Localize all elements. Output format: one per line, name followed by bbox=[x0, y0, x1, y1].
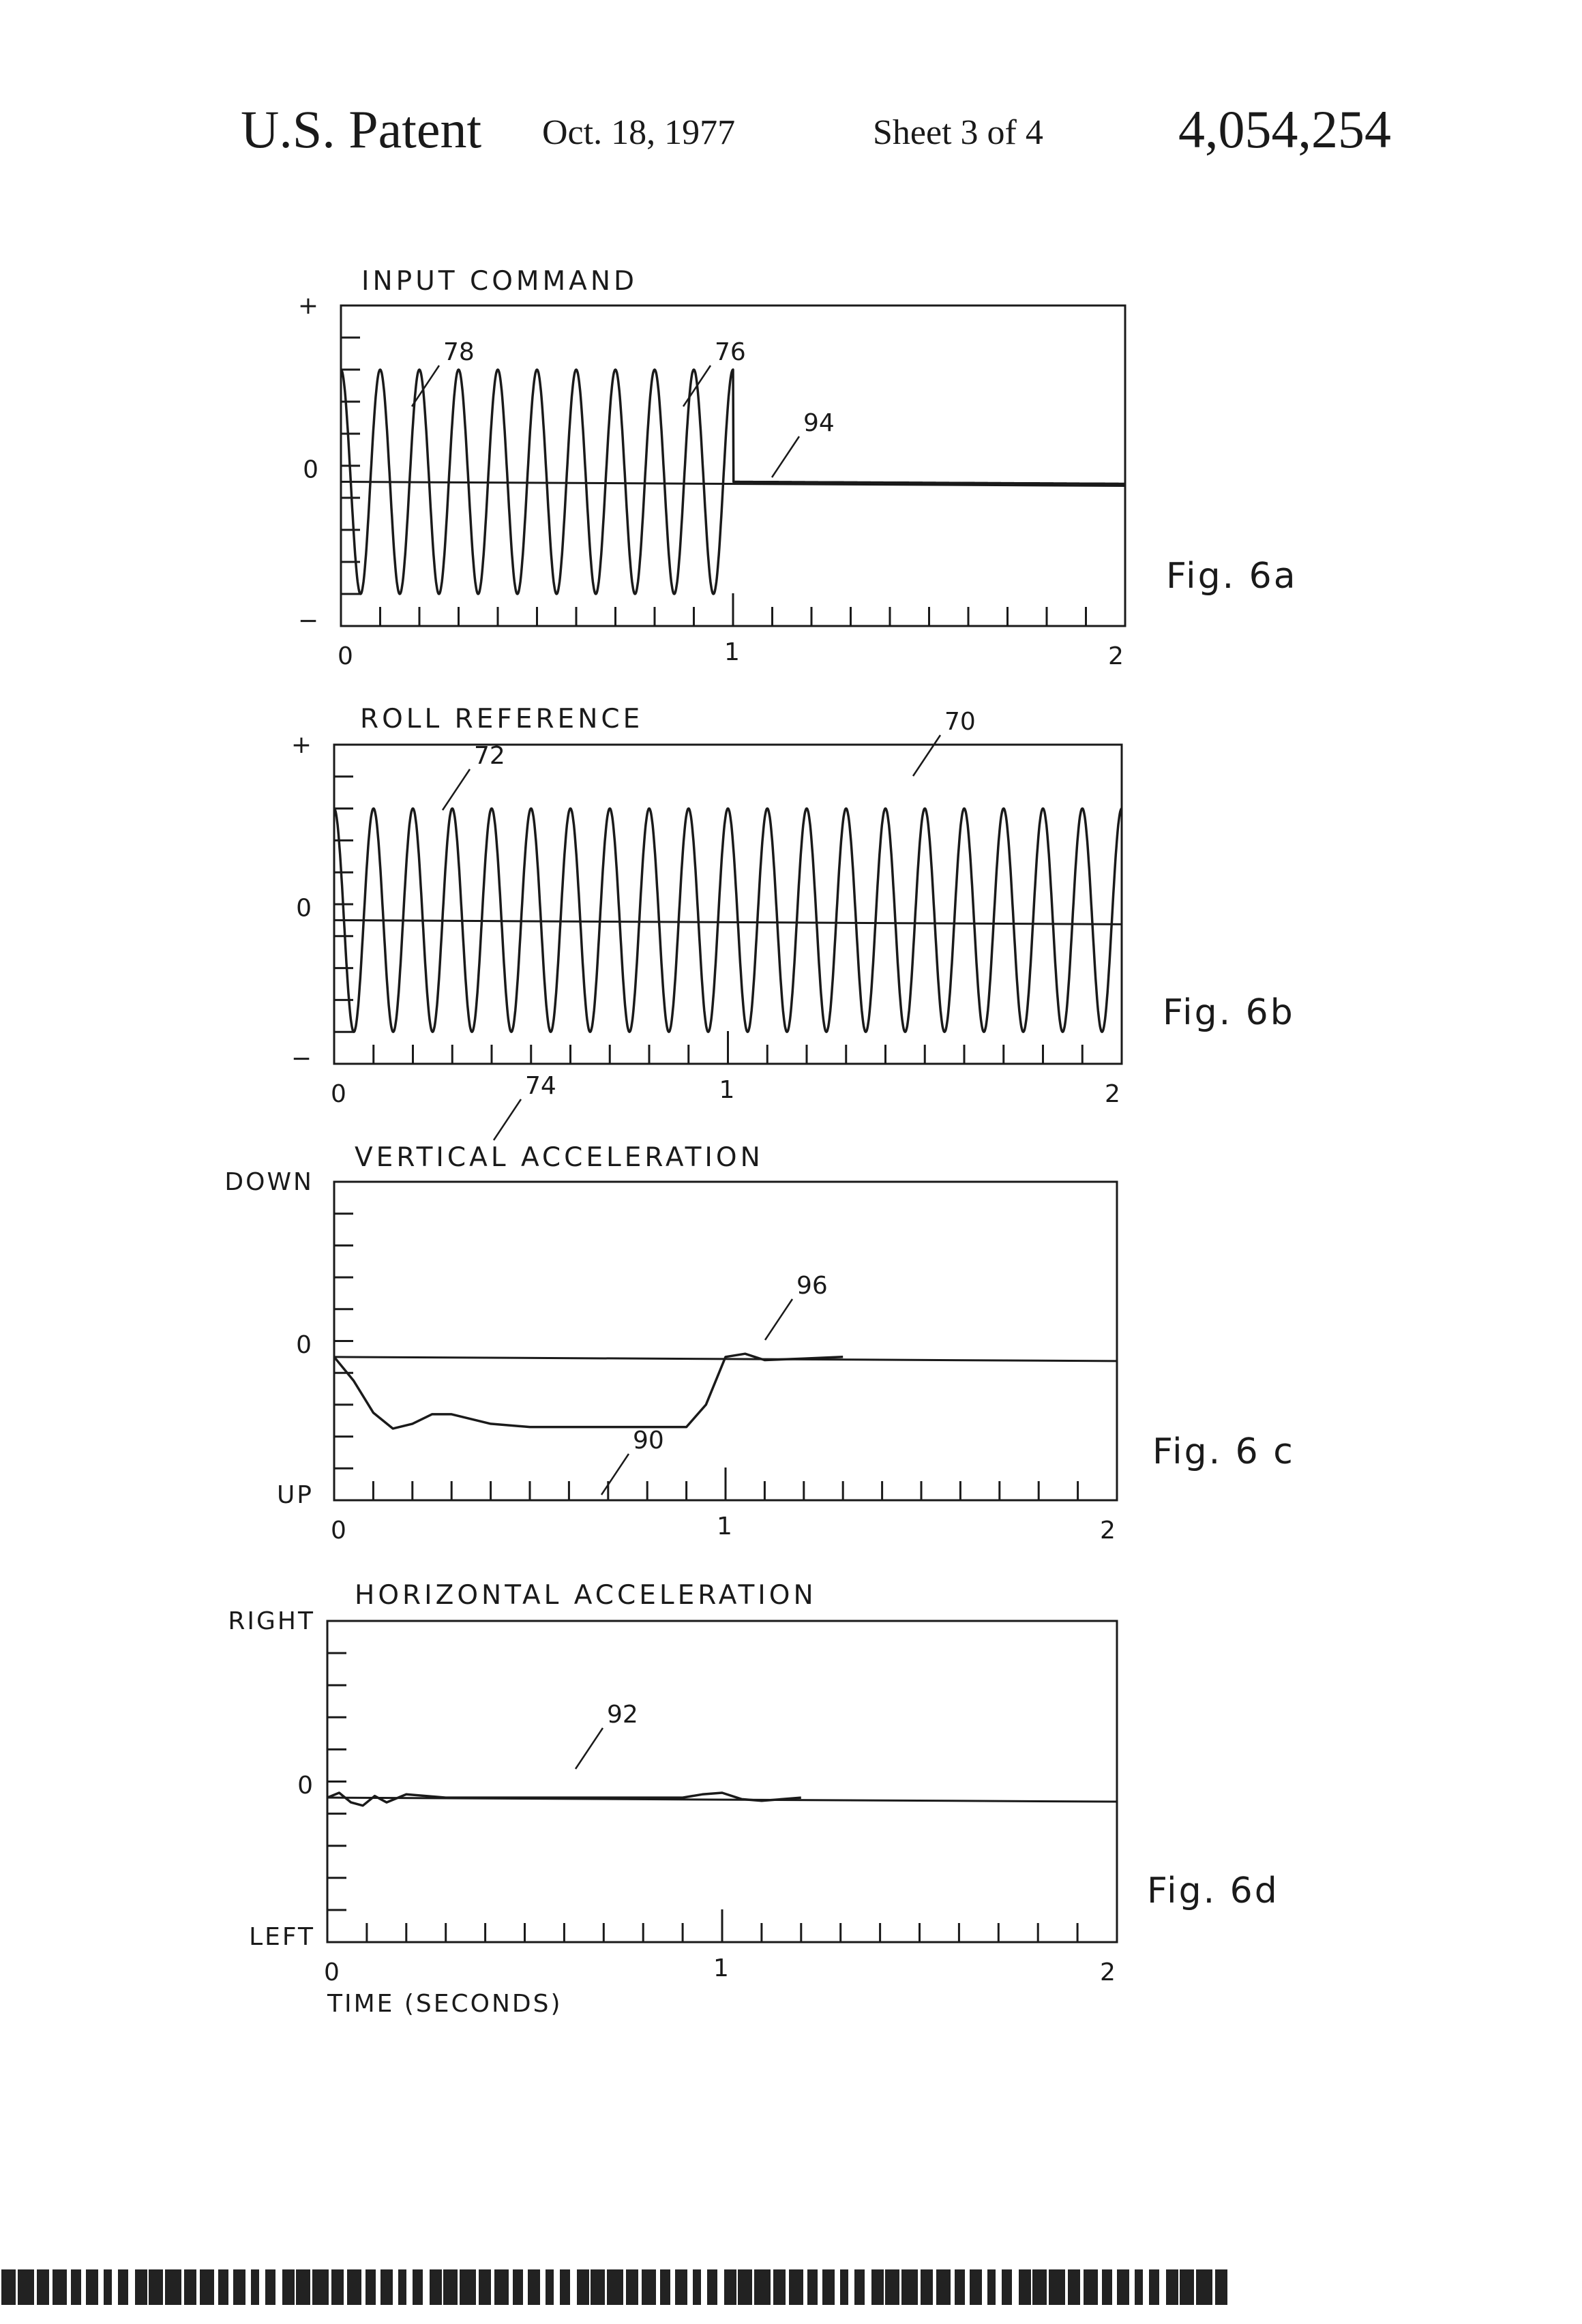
y-top-label: RIGHT bbox=[228, 1607, 315, 1635]
series-line bbox=[334, 1354, 843, 1429]
plot-frame bbox=[334, 745, 1122, 1064]
reference-numeral: 78 bbox=[443, 338, 475, 366]
reference-numeral: 72 bbox=[474, 742, 505, 770]
x-tick-label: 0 bbox=[331, 1517, 348, 1545]
x-tick-label: 2 bbox=[1108, 642, 1126, 670]
leader-line bbox=[601, 1454, 629, 1495]
y-bottom-label: − bbox=[297, 607, 320, 635]
patent-date: Oct. 18, 1977 bbox=[542, 113, 736, 152]
figure-label: Fig. 6 c bbox=[1152, 1431, 1295, 1472]
plot-frame bbox=[327, 1621, 1117, 1942]
y-zero-label: 0 bbox=[303, 456, 320, 484]
x-tick-label: 1 bbox=[724, 638, 742, 666]
leader-line bbox=[765, 1299, 792, 1340]
y-zero-label: 0 bbox=[297, 1772, 315, 1800]
leader-line bbox=[683, 366, 711, 406]
x-tick-label: 2 bbox=[1100, 1958, 1118, 1986]
x-tick-label: 1 bbox=[713, 1954, 731, 1982]
x-tick-label: 0 bbox=[331, 1080, 348, 1108]
leader-line bbox=[443, 769, 470, 810]
x-tick-label: 0 bbox=[338, 642, 355, 670]
reference-numeral: 96 bbox=[796, 1272, 828, 1300]
plot-frame bbox=[334, 1182, 1117, 1500]
reference-numeral: 94 bbox=[803, 409, 835, 437]
x-tick-label: 2 bbox=[1105, 1080, 1122, 1108]
reference-numeral: 90 bbox=[633, 1427, 664, 1455]
leader-line bbox=[576, 1728, 603, 1769]
reference-numeral: 74 bbox=[525, 1072, 556, 1100]
y-bottom-label: LEFT bbox=[249, 1923, 315, 1951]
x-tick-label: 2 bbox=[1100, 1517, 1118, 1545]
figure-label: Fig. 6d bbox=[1147, 1871, 1279, 1911]
leader-line bbox=[772, 436, 799, 477]
y-top-label: + bbox=[290, 731, 314, 759]
x-tick-label: 1 bbox=[719, 1076, 737, 1104]
leader-line bbox=[913, 735, 940, 776]
reference-numeral: 70 bbox=[944, 708, 976, 736]
y-top-label: DOWN bbox=[224, 1168, 314, 1196]
x-tick-label: 0 bbox=[324, 1958, 342, 1986]
scan-barcode-strip bbox=[0, 2269, 1517, 2305]
y-bottom-label: − bbox=[290, 1045, 314, 1073]
y-zero-label: 0 bbox=[296, 894, 314, 923]
reference-numeral: 92 bbox=[607, 1701, 638, 1729]
reference-numeral: 76 bbox=[715, 338, 746, 366]
panel-title: VERTICAL ACCELERATION bbox=[355, 1142, 764, 1173]
patent-number: 4,054,254 bbox=[1178, 100, 1391, 159]
figure-label: Fig. 6b bbox=[1163, 992, 1295, 1033]
y-bottom-label: UP bbox=[276, 1481, 314, 1509]
x-axis-label: TIME (SECONDS) bbox=[327, 1990, 563, 2018]
patent-sheet: Sheet 3 of 4 bbox=[873, 113, 1043, 152]
leader-line bbox=[494, 1099, 521, 1140]
x-tick-label: 1 bbox=[717, 1513, 734, 1540]
patent-label: U.S. Patent bbox=[241, 100, 482, 159]
y-top-label: + bbox=[297, 292, 320, 320]
figure-label: Fig. 6a bbox=[1166, 556, 1298, 597]
panel-title: ROLL REFERENCE bbox=[360, 704, 644, 734]
zero-line bbox=[334, 920, 1122, 924]
panel-title: HORIZONTAL ACCELERATION bbox=[355, 1580, 817, 1611]
y-zero-label: 0 bbox=[296, 1330, 314, 1359]
panel-title: INPUT COMMAND bbox=[361, 266, 638, 297]
